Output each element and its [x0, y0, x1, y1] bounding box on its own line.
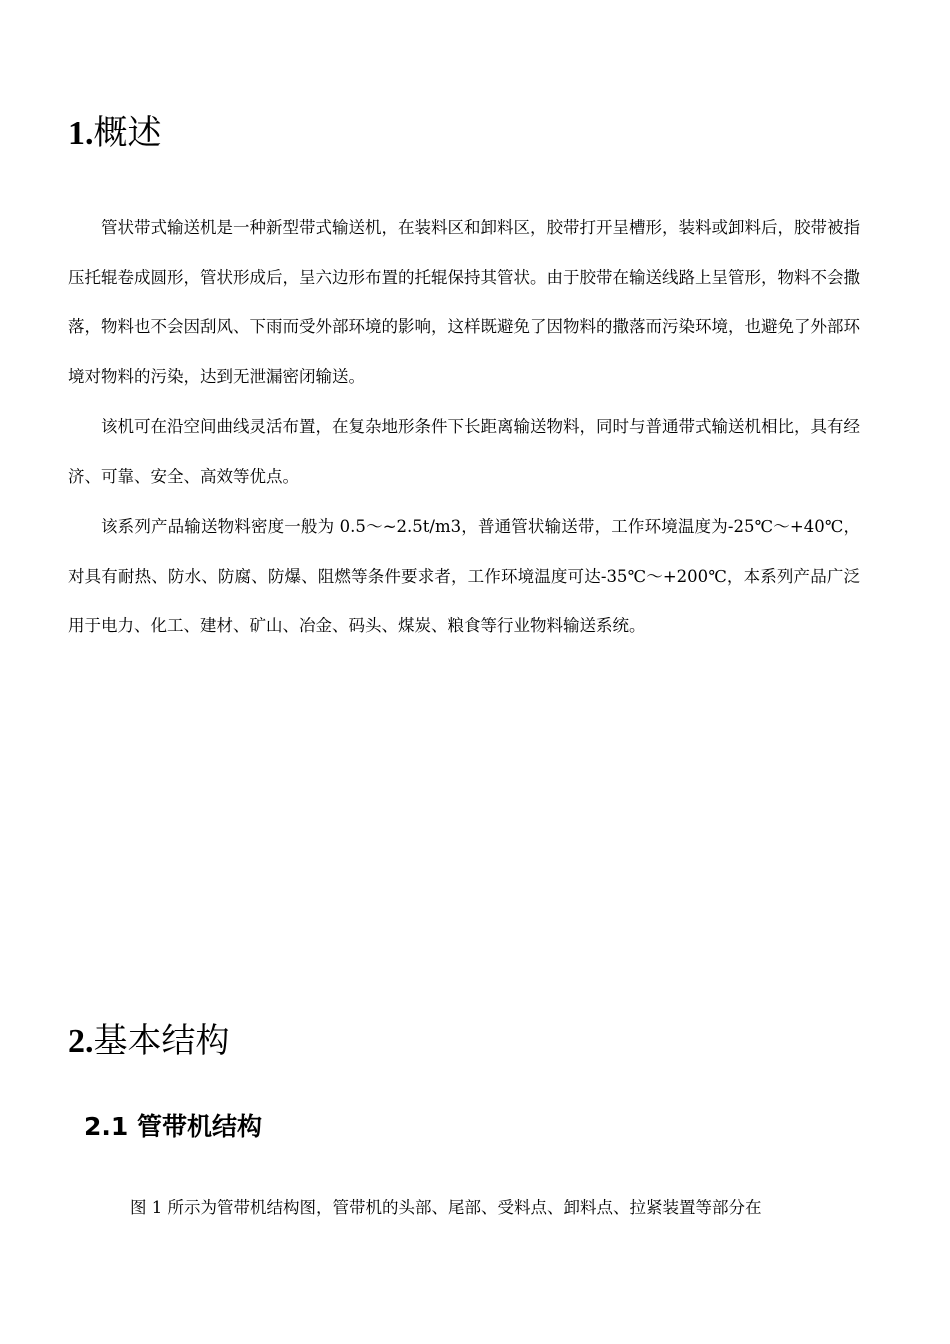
section-2-heading: [68, 1021, 230, 1062]
subsection-2-1-paragraph: 图 1 所示为管带机结构图，管带机的头部、尾部、受料点、卸料点、拉紧装置等部分在: [130, 1198, 762, 1217]
subsection-2-1-heading: 2.1 管带机结构: [84, 1112, 262, 1141]
section-1-heading: [68, 113, 162, 154]
section-1-paragraph-3: 该系列产品输送物料密度一般为 0.5～~2.5t/m3，普通管状输送带，工作环境温度为-25℃～+40℃，对具有耐热、防水、防腐、防爆、阻燃等条件要求者，工作环境温度可达-35℃～+200℃，本系列产品广泛用于电力、化工、建材、矿山、冶金、码头、煤炭、粮食等行业物料输送系统。: [68, 517, 860, 635]
section-1-number: 1.: [68, 115, 94, 152]
section-1-paragraph-1: 管状带式输送机是一种新型带式输送机，在装料区和卸料区，胶带打开呈槽形，装料或卸料后，胶带被指压托辊卷成圆形，管状形成后，呈六边形布置的托辊保持其管状。由于胶带在输送线路上呈管形，物料不会撒落，物料也不会因刮风、下雨而受外部环境的影响，这样既避免了因物料的撒落而污染环境，也避免了外部环境对物料的污染，达到无泄漏密闭输送。: [68, 218, 860, 386]
section-2-title: 基本结构: [93, 1021, 230, 1061]
section-2-number: 2.: [68, 1023, 94, 1060]
section-1-title: 概述: [93, 113, 162, 153]
section-1-paragraph-2: 该机可在沿空间曲线灵活布置，在复杂地形条件下长距离输送物料，同时与普通带式输送机相比，具有经济、可靠、安全、高效等优点。: [68, 417, 860, 486]
